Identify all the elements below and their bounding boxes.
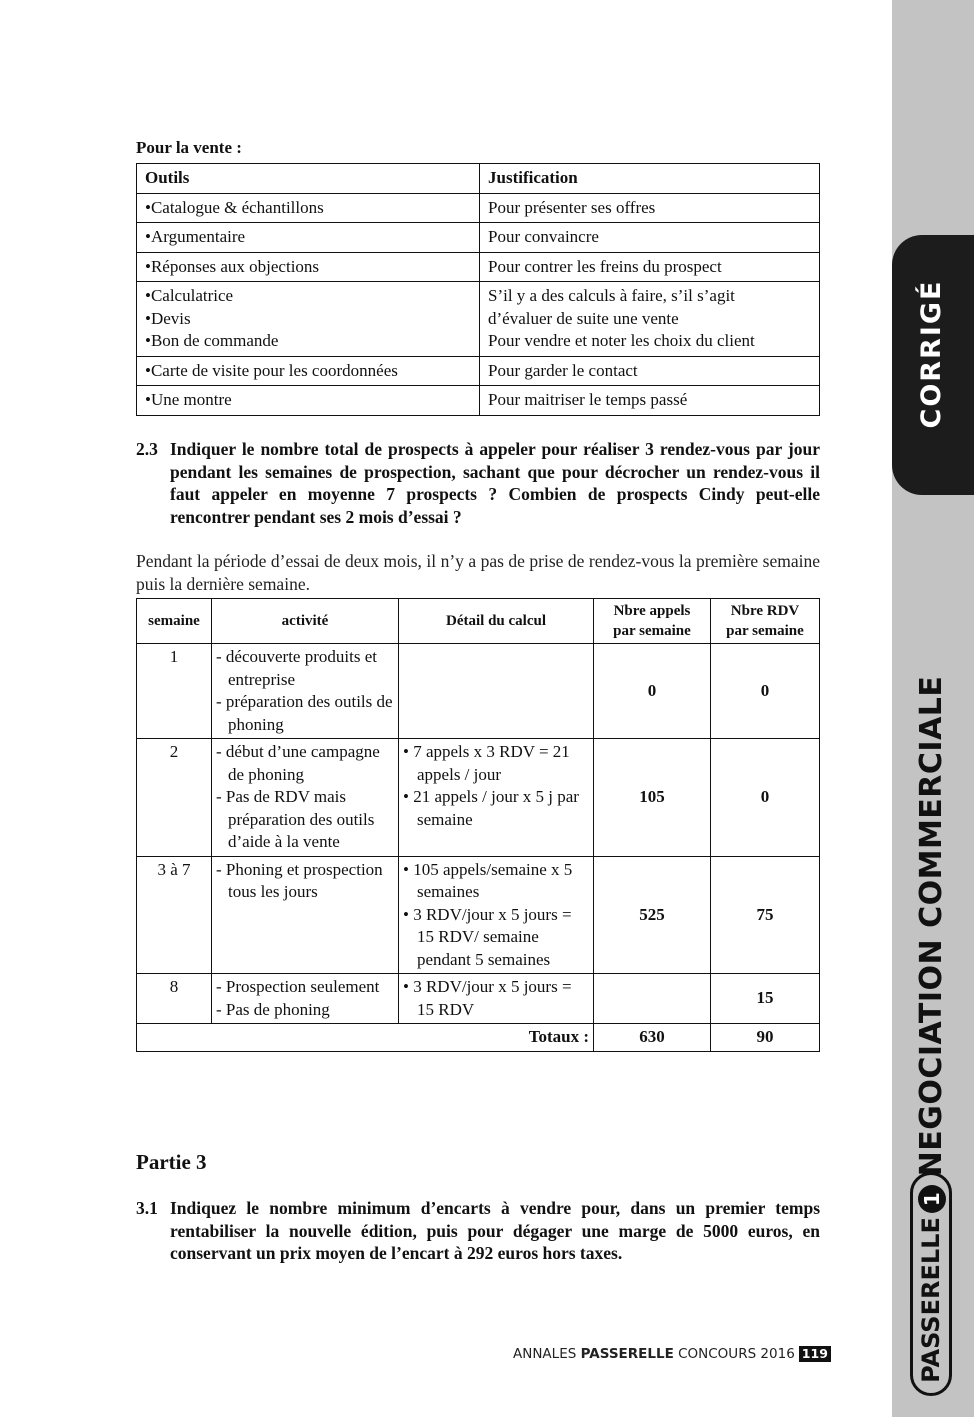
calc-cell-rdv: 0 (711, 739, 820, 857)
list-item: - Phoning et prospection tous les jours (216, 859, 383, 901)
cell-line: •Réponses aux objections (145, 256, 320, 276)
calc-cell-semaine: 1 (137, 644, 212, 739)
list-item: - Pas de RDV mais préparation des outils d’aide à la vente (216, 787, 375, 851)
calc-body (137, 644, 820, 1024)
footer-prefix: ANNALES (513, 1346, 581, 1362)
rdv-header-line1: Nbre RDV (730, 603, 800, 619)
list-item: • 21 appels / jour x 5 j par semaine (403, 787, 579, 829)
tools-row (137, 356, 820, 386)
calc-cell-semaine: 2 (137, 739, 212, 857)
tools-cell-justification (480, 386, 820, 416)
list-item: - début d’une campagne de phoning (216, 742, 380, 784)
list-item: - découverte produits et entreprise (216, 647, 377, 689)
calc-cell-rdv: 0 (711, 644, 820, 739)
tools-cell-justification (480, 356, 820, 386)
tools-cell-outils (137, 193, 480, 223)
cell-line: d’évaluer de suite une vente (488, 308, 679, 328)
cell-line: Pour maitriser le temps passé (488, 390, 688, 409)
tools-row (137, 386, 820, 416)
tools-cell-justification (480, 223, 820, 253)
tools-header-outils: Outils (137, 164, 480, 194)
question-3-1 (136, 1197, 820, 1265)
list-item: • 3 RDV/jour x 5 jours = 15 RDV (403, 977, 572, 1019)
tools-row (137, 223, 820, 253)
list-item: • 7 appels x 3 RDV = 21 appels / jour (403, 742, 570, 784)
calc-cell-detail (399, 739, 594, 857)
list-item: - Pas de phoning (216, 999, 330, 1019)
calc-cell-detail (399, 856, 594, 974)
tools-cell-justification (480, 193, 820, 223)
calc-cell-activite (212, 739, 399, 857)
calc-cell-appels: 0 (594, 644, 711, 739)
passerelle-logo (910, 1164, 954, 1404)
totals-rdv: 90 (711, 1024, 820, 1052)
calc-header-appels (594, 599, 711, 644)
calc-cell-rdv: 15 (711, 974, 820, 1024)
calc-cell-rdv: 75 (711, 856, 820, 974)
corrige-label: CORRIGÉ (916, 279, 947, 429)
vente-label: Pour la vente : (136, 138, 242, 157)
footer-suffix: CONCOURS 2016 (673, 1346, 795, 1362)
question-text: Indiquer le nombre total de prospects à appeler pour réaliser 3 rendez-vous par jour pendant les semaines de prospection, sachant que pour décrocher un rendez-vous il faut appeler en moyenne 7 prospects ? Combien de prospects Cindy peut-elle rencontrer pendant ses 2 mois d’essai ? (170, 439, 820, 527)
partie-3-title: Partie 3 (136, 1150, 207, 1174)
subject-label: NEGOCIATION COMMERCIALE (914, 675, 949, 1177)
totals-appels: 630 (594, 1024, 711, 1052)
tools-table (136, 163, 820, 416)
calc-header-rdv (711, 599, 820, 644)
calc-cell-activite (212, 974, 399, 1024)
cell-line: Pour vendre et noter les choix du client (488, 331, 755, 350)
totals-row (137, 1024, 820, 1052)
calc-header-activite: activité (212, 599, 399, 644)
logo-box (910, 1172, 952, 1396)
cell-line: Pour contrer les freins du prospect (488, 256, 722, 276)
cell-line: •Devis (145, 308, 191, 328)
calc-row (137, 644, 820, 739)
page-number: 119 (799, 1346, 831, 1362)
cell-line: Pour convaincre (488, 227, 599, 246)
calc-row (137, 739, 820, 857)
cell-line: S’il y a des calculs à faire, s’il s’agit (488, 286, 735, 305)
question-text: Indiquez le nombre minimum d’encarts à vendre pour, dans un premier temps rentabiliser la nouvelle édition, puis pour dégager une marge de 5000 euros, en conservant un prix moyen de l’encart à 292 euros hors taxes. (170, 1198, 820, 1263)
question-number: 2.3 (136, 439, 158, 459)
cell-line: •Argumentaire (145, 227, 246, 246)
calc-cell-activite (212, 856, 399, 974)
tools-header-row (137, 164, 820, 194)
cell-line: Pour présenter ses offres (488, 197, 656, 217)
list-item: • 3 RDV/jour x 5 jours = 15 RDV/ semaine pendant 5 semaines (403, 904, 572, 969)
page-footer (513, 1346, 831, 1362)
calc-cell-detail (399, 974, 594, 1024)
calc-table (136, 598, 820, 1052)
tools-cell-justification (480, 252, 820, 282)
tools-header-justification: Justification (480, 164, 820, 194)
calc-cell-semaine: 3 à 7 (137, 856, 212, 974)
appels-header-line2: par semaine (613, 623, 691, 639)
calc-header-detail: Détail du calcul (399, 599, 594, 644)
list-item: - Prospection seulement (216, 977, 380, 996)
calc-cell-detail (399, 644, 594, 739)
tools-cell-outils (137, 356, 480, 386)
cell-line: •Calculatrice (145, 286, 234, 305)
cell-line: •Une montre (145, 390, 232, 409)
calc-cell-semaine: 8 (137, 974, 212, 1024)
calc-cell-appels (594, 974, 711, 1024)
question-2-3 (136, 438, 820, 528)
intro-paragraph: Pendant la période d’essai de deux mois, il n’y a pas de prise de rendez-vous la première semaine puis la dernière semaine. (136, 551, 820, 594)
tools-row (137, 252, 820, 282)
cell-line: Pour garder le contact (488, 360, 638, 380)
rdv-header-line2: par semaine (726, 623, 804, 639)
list-item: - préparation des outils de phoning (216, 692, 393, 734)
calc-header-row (137, 599, 820, 644)
tools-cell-outils (137, 282, 480, 357)
appels-header-line1: Nbre appels (613, 603, 691, 619)
logo-text: PASSERELLE (917, 1217, 945, 1383)
logo-number: 1 (918, 1185, 946, 1213)
calc-row (137, 974, 820, 1024)
tools-cell-outils (137, 386, 480, 416)
calc-row (137, 856, 820, 974)
cell-line: •Carte de visite pour les coordonnées (145, 360, 398, 380)
cell-line: •Catalogue & échantillons (145, 197, 324, 217)
calc-cell-appels: 105 (594, 739, 711, 857)
tools-row (137, 193, 820, 223)
calc-cell-appels: 525 (594, 856, 711, 974)
list-item: • 105 appels/semaine x 5 semaines (403, 859, 573, 901)
tools-row (137, 282, 820, 357)
footer-brand: PASSERELLE (580, 1346, 674, 1362)
tools-cell-outils (137, 252, 480, 282)
cell-line: •Bon de commande (145, 331, 279, 350)
tools-cell-outils (137, 223, 480, 253)
tools-cell-justification (480, 282, 820, 357)
calc-cell-activite (212, 644, 399, 739)
question-number: 3.1 (136, 1198, 158, 1218)
totals-label: Totaux : (137, 1024, 594, 1052)
calc-header-semaine: semaine (137, 599, 212, 644)
tools-body (137, 193, 820, 415)
